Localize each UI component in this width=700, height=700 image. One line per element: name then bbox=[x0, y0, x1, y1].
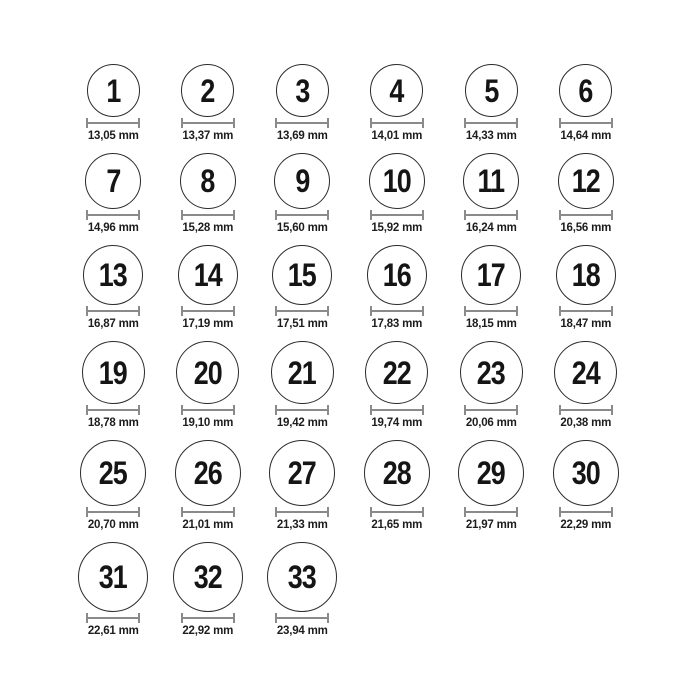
ring-size-cell bbox=[175, 440, 241, 532]
diameter-label: 13,05 mm bbox=[87, 130, 139, 142]
measure-tick-right-icon bbox=[516, 118, 518, 128]
diameter-label: 16,56 mm bbox=[560, 222, 612, 234]
measure-bar bbox=[464, 511, 518, 513]
ring-circle bbox=[82, 341, 145, 404]
ring-size-cell bbox=[83, 245, 143, 331]
diameter-measure-line bbox=[86, 210, 140, 220]
ring-size-number: 31 bbox=[99, 559, 128, 595]
ring-size-cell bbox=[180, 153, 236, 235]
diameter-measure-line bbox=[559, 306, 613, 316]
ring-size-cell bbox=[272, 245, 332, 331]
measure-tick-right-icon bbox=[611, 507, 613, 517]
diameter-label: 21,97 mm bbox=[465, 519, 517, 531]
ring-size-cell bbox=[369, 153, 425, 235]
ring-size-number: 23 bbox=[477, 354, 506, 391]
diameter-label: 19,42 mm bbox=[276, 417, 328, 429]
measure-tick-right-icon bbox=[422, 306, 424, 316]
measure-bar bbox=[464, 409, 518, 411]
measure-tick-right-icon bbox=[327, 118, 329, 128]
measure-tick-right-icon bbox=[422, 405, 424, 415]
diameter-label: 21,65 mm bbox=[371, 519, 423, 531]
diameter-measure-line bbox=[86, 405, 140, 415]
ring-size-number: 32 bbox=[193, 559, 222, 595]
ring-circle bbox=[276, 64, 329, 117]
measure-tick-right-icon bbox=[138, 405, 140, 415]
diameter-label: 22,61 mm bbox=[87, 625, 139, 637]
measure-bar bbox=[181, 310, 235, 312]
ring-size-number: 18 bbox=[571, 257, 600, 293]
diameter-label: 15,60 mm bbox=[276, 222, 328, 234]
ring-circle bbox=[559, 64, 612, 117]
ring-circle bbox=[80, 440, 146, 506]
ring-size-number: 7 bbox=[106, 163, 121, 199]
diameter-measure-line bbox=[86, 306, 140, 316]
ring-size-cell bbox=[553, 440, 619, 532]
diameter-measure-line bbox=[464, 405, 518, 415]
diameter-measure-line bbox=[86, 507, 140, 517]
ring-circle bbox=[176, 341, 239, 404]
ring-circle bbox=[85, 153, 141, 209]
ring-size-number: 13 bbox=[99, 257, 128, 293]
measure-bar bbox=[181, 617, 235, 619]
ring-circle bbox=[272, 245, 332, 305]
ring-size-number: 21 bbox=[288, 354, 317, 391]
ring-size-cell bbox=[554, 341, 617, 430]
measure-tick-right-icon bbox=[516, 507, 518, 517]
ring-size-cell bbox=[181, 64, 235, 143]
diameter-measure-line bbox=[181, 507, 235, 517]
measure-tick-right-icon bbox=[611, 210, 613, 220]
diameter-measure-line bbox=[464, 210, 518, 220]
ring-circle bbox=[175, 440, 241, 506]
diameter-measure-line bbox=[464, 306, 518, 316]
measure-tick-right-icon bbox=[611, 405, 613, 415]
diameter-measure-line bbox=[275, 306, 329, 316]
diameter-label: 13,37 mm bbox=[182, 130, 234, 142]
diameter-measure-line bbox=[275, 405, 329, 415]
measure-bar bbox=[559, 122, 613, 124]
measure-tick-right-icon bbox=[327, 613, 329, 623]
diameter-label: 23,94 mm bbox=[276, 625, 328, 637]
measure-bar bbox=[370, 122, 424, 124]
ring-size-cell bbox=[269, 440, 335, 532]
ring-size-number: 24 bbox=[571, 354, 600, 391]
measure-bar bbox=[86, 409, 140, 411]
ring-size-number: 27 bbox=[288, 455, 317, 491]
ring-circle bbox=[465, 64, 518, 117]
diameter-measure-line bbox=[181, 210, 235, 220]
measure-bar bbox=[464, 310, 518, 312]
ring-size-cell bbox=[364, 440, 430, 532]
ring-size-number: 14 bbox=[193, 257, 222, 293]
measure-bar bbox=[370, 409, 424, 411]
ring-size-number: 1 bbox=[106, 72, 121, 109]
measure-tick-right-icon bbox=[233, 306, 235, 316]
diameter-label: 16,24 mm bbox=[465, 222, 517, 234]
diameter-label: 17,83 mm bbox=[371, 318, 423, 330]
ring-size-number: 20 bbox=[193, 354, 222, 391]
measure-tick-right-icon bbox=[516, 210, 518, 220]
measure-tick-right-icon bbox=[516, 306, 518, 316]
measure-tick-right-icon bbox=[611, 118, 613, 128]
ring-circle bbox=[460, 341, 523, 404]
diameter-label: 18,47 mm bbox=[560, 318, 612, 330]
ring-circle bbox=[269, 440, 335, 506]
diameter-label: 13,69 mm bbox=[276, 130, 328, 142]
measure-bar bbox=[559, 310, 613, 312]
measure-bar bbox=[275, 617, 329, 619]
diameter-label: 22,92 mm bbox=[182, 625, 234, 637]
diameter-measure-line bbox=[464, 507, 518, 517]
measure-tick-right-icon bbox=[422, 118, 424, 128]
diameter-measure-line bbox=[559, 118, 613, 128]
diameter-label: 21,33 mm bbox=[276, 519, 328, 531]
measure-bar bbox=[86, 617, 140, 619]
ring-size-number: 9 bbox=[295, 163, 310, 199]
ring-circle bbox=[173, 542, 243, 612]
measure-tick-right-icon bbox=[327, 306, 329, 316]
measure-tick-right-icon bbox=[611, 306, 613, 316]
diameter-measure-line bbox=[275, 210, 329, 220]
ring-size-cell bbox=[78, 542, 148, 638]
diameter-label: 14,01 mm bbox=[371, 130, 423, 142]
ring-size-cell bbox=[458, 440, 524, 532]
ring-size-number: 10 bbox=[382, 163, 411, 199]
ring-size-cell bbox=[367, 245, 427, 331]
ring-size-cell bbox=[271, 341, 334, 430]
ring-circle bbox=[558, 153, 614, 209]
diameter-measure-line bbox=[181, 405, 235, 415]
ring-size-number: 17 bbox=[477, 257, 506, 293]
ring-size-number: 8 bbox=[200, 163, 215, 199]
ring-size-number: 6 bbox=[578, 72, 593, 109]
ring-circle bbox=[370, 64, 423, 117]
diameter-label: 21,01 mm bbox=[182, 519, 234, 531]
diameter-label: 18,15 mm bbox=[465, 318, 517, 330]
ring-circle bbox=[463, 153, 519, 209]
ring-circle bbox=[78, 542, 148, 612]
measure-bar bbox=[370, 214, 424, 216]
measure-bar bbox=[464, 214, 518, 216]
diameter-label: 17,51 mm bbox=[276, 318, 328, 330]
ring-size-number: 4 bbox=[389, 72, 404, 109]
diameter-measure-line bbox=[559, 507, 613, 517]
measure-bar bbox=[86, 214, 140, 216]
ring-circle bbox=[553, 440, 619, 506]
ring-size-cell bbox=[464, 64, 518, 143]
diameter-label: 20,70 mm bbox=[87, 519, 139, 531]
measure-bar bbox=[559, 214, 613, 216]
diameter-label: 22,29 mm bbox=[560, 519, 612, 531]
measure-tick-right-icon bbox=[516, 405, 518, 415]
diameter-measure-line bbox=[559, 210, 613, 220]
ring-circle bbox=[87, 64, 140, 117]
measure-tick-right-icon bbox=[138, 613, 140, 623]
ring-size-cell bbox=[274, 153, 330, 235]
measure-tick-right-icon bbox=[138, 210, 140, 220]
measure-tick-right-icon bbox=[327, 507, 329, 517]
measure-bar bbox=[464, 122, 518, 124]
ring-size-cell bbox=[275, 64, 329, 143]
measure-bar bbox=[86, 122, 140, 124]
ring-size-number: 5 bbox=[484, 72, 499, 109]
ring-circle bbox=[180, 153, 236, 209]
ring-circle bbox=[181, 64, 234, 117]
diameter-label: 14,33 mm bbox=[465, 130, 517, 142]
measure-tick-right-icon bbox=[233, 507, 235, 517]
measure-tick-right-icon bbox=[233, 210, 235, 220]
measure-bar bbox=[275, 214, 329, 216]
measure-bar bbox=[559, 409, 613, 411]
ring-size-cell bbox=[559, 64, 613, 143]
measure-tick-right-icon bbox=[138, 118, 140, 128]
ring-size-number: 33 bbox=[288, 559, 317, 595]
diameter-label: 16,87 mm bbox=[87, 318, 139, 330]
diameter-measure-line bbox=[275, 507, 329, 517]
diameter-label: 15,92 mm bbox=[371, 222, 423, 234]
measure-bar bbox=[370, 511, 424, 513]
ring-size-cell bbox=[80, 440, 146, 532]
diameter-label: 20,38 mm bbox=[560, 417, 612, 429]
diameter-measure-line bbox=[275, 118, 329, 128]
ring-size-cell bbox=[176, 341, 239, 430]
ring-size-number: 12 bbox=[571, 163, 600, 199]
measure-tick-right-icon bbox=[233, 405, 235, 415]
measure-tick-right-icon bbox=[422, 210, 424, 220]
ring-size-number: 29 bbox=[477, 455, 506, 491]
diameter-measure-line bbox=[275, 613, 329, 623]
ring-circle bbox=[271, 341, 334, 404]
diameter-measure-line bbox=[86, 613, 140, 623]
ring-size-cell bbox=[267, 542, 337, 638]
ring-circle bbox=[364, 440, 430, 506]
diameter-measure-line bbox=[370, 118, 424, 128]
measure-bar bbox=[181, 122, 235, 124]
diameter-measure-line bbox=[181, 118, 235, 128]
ring-size-number: 22 bbox=[382, 354, 411, 391]
diameter-label: 17,19 mm bbox=[182, 318, 234, 330]
ring-circle bbox=[458, 440, 524, 506]
measure-bar bbox=[275, 511, 329, 513]
ring-size-cell bbox=[460, 341, 523, 430]
measure-tick-right-icon bbox=[138, 306, 140, 316]
ring-circle bbox=[83, 245, 143, 305]
ring-size-cell bbox=[463, 153, 519, 235]
diameter-measure-line bbox=[370, 306, 424, 316]
measure-bar bbox=[181, 511, 235, 513]
diameter-measure-line bbox=[181, 613, 235, 623]
measure-bar bbox=[559, 511, 613, 513]
ring-circle bbox=[461, 245, 521, 305]
ring-size-cell bbox=[556, 245, 616, 331]
ring-circle bbox=[556, 245, 616, 305]
ring-size-number: 11 bbox=[477, 163, 505, 199]
diameter-label: 14,96 mm bbox=[87, 222, 139, 234]
measure-tick-right-icon bbox=[422, 507, 424, 517]
measure-bar bbox=[275, 409, 329, 411]
ring-size-cell bbox=[558, 153, 614, 235]
diameter-label: 18,78 mm bbox=[87, 417, 139, 429]
ring-size-number: 26 bbox=[193, 455, 222, 491]
ring-size-number: 30 bbox=[571, 455, 600, 491]
diameter-measure-line bbox=[370, 405, 424, 415]
ring-size-cell bbox=[461, 245, 521, 331]
diameter-label: 15,28 mm bbox=[182, 222, 234, 234]
measure-bar bbox=[275, 122, 329, 124]
ring-size-number: 2 bbox=[200, 72, 215, 109]
ring-circle bbox=[274, 153, 330, 209]
diameter-label: 20,06 mm bbox=[465, 417, 517, 429]
ring-circle bbox=[554, 341, 617, 404]
measure-bar bbox=[181, 409, 235, 411]
ring-size-cell bbox=[173, 542, 243, 638]
diameter-measure-line bbox=[86, 118, 140, 128]
ring-size-number: 15 bbox=[288, 257, 317, 293]
ring-size-number: 28 bbox=[382, 455, 411, 491]
ring-size-cell bbox=[86, 64, 140, 143]
diameter-label: 19,74 mm bbox=[371, 417, 423, 429]
diameter-measure-line bbox=[181, 306, 235, 316]
measure-tick-right-icon bbox=[138, 507, 140, 517]
ring-size-number: 25 bbox=[99, 455, 128, 491]
ring-size-number: 16 bbox=[382, 257, 411, 293]
ring-size-number: 3 bbox=[295, 72, 310, 109]
ring-circle bbox=[267, 542, 337, 612]
ring-size-cell bbox=[365, 341, 428, 430]
diameter-measure-line bbox=[370, 507, 424, 517]
ring-circle bbox=[369, 153, 425, 209]
ring-size-cell bbox=[85, 153, 141, 235]
diameter-measure-line bbox=[370, 210, 424, 220]
measure-tick-right-icon bbox=[233, 118, 235, 128]
measure-bar bbox=[370, 310, 424, 312]
measure-bar bbox=[86, 511, 140, 513]
measure-bar bbox=[181, 214, 235, 216]
measure-tick-right-icon bbox=[327, 210, 329, 220]
diameter-measure-line bbox=[559, 405, 613, 415]
diameter-label: 19,10 mm bbox=[182, 417, 234, 429]
measure-bar bbox=[275, 310, 329, 312]
diameter-measure-line bbox=[464, 118, 518, 128]
measure-bar bbox=[86, 310, 140, 312]
ring-circle bbox=[178, 245, 238, 305]
diameter-label: 14,64 mm bbox=[560, 130, 612, 142]
ring-size-cell bbox=[370, 64, 424, 143]
measure-tick-right-icon bbox=[233, 613, 235, 623]
ring-circle bbox=[365, 341, 428, 404]
ring-size-cell bbox=[178, 245, 238, 331]
measure-tick-right-icon bbox=[327, 405, 329, 415]
ring-circle bbox=[367, 245, 427, 305]
ring-size-number: 19 bbox=[99, 354, 128, 391]
ring-size-cell bbox=[82, 341, 145, 430]
